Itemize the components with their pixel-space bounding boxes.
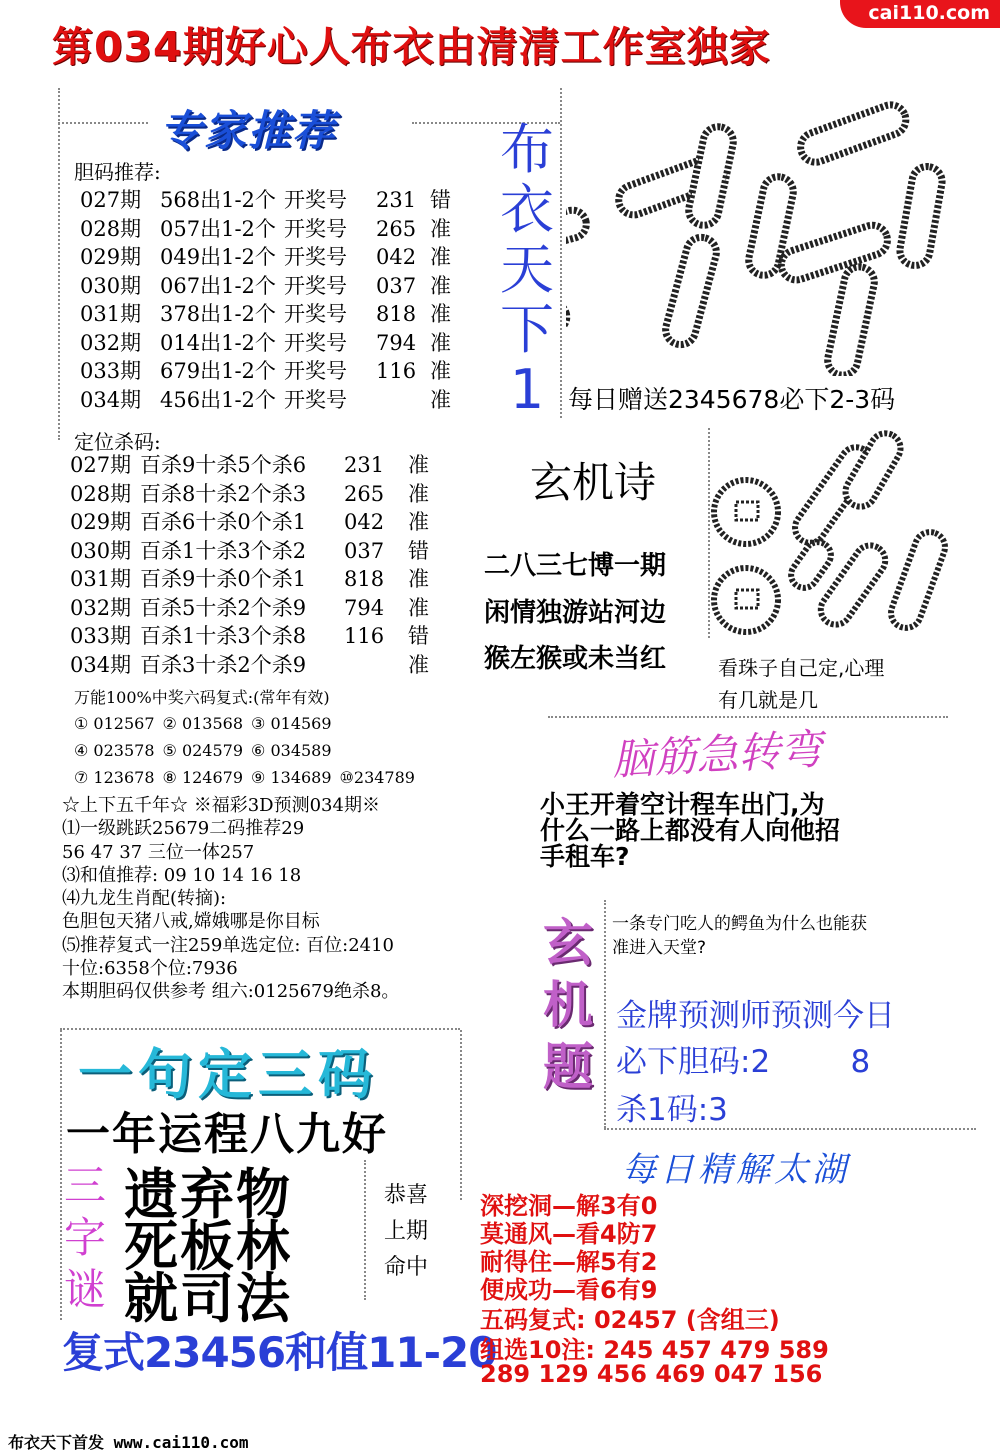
dan-label: 胆码推荐: (74, 160, 161, 184)
table-row: 030期 百杀1十杀3个杀2 037 错 (70, 538, 429, 563)
brain-teaser-title: 脑筋急转弯 (610, 724, 824, 785)
list-item: ④ 023578 ⑤ 024579 ⑥ 034589 (74, 741, 332, 760)
gold-title: 金牌预测师预测今日 (616, 998, 895, 1034)
table-row: 033期 679出1-2个 开奖号 116 准 (80, 359, 451, 383)
list-item: ① 012567 ② 013568 ③ 014569 (74, 714, 332, 733)
riddle-question: 一条专门吃人的鳄鱼为什么也能获 准进入天堂? (612, 914, 867, 958)
frame-line (460, 1030, 462, 1200)
riddle-word: 遗弃物 (124, 1162, 292, 1226)
poem-line: 闲情独游站河边 (484, 598, 667, 628)
table-row: 027期 百杀9十杀5个杀6 231 准 (70, 453, 429, 477)
page-title: 第034期好心人布衣由清清工作室独家 (52, 23, 771, 71)
taihu-line: 五码复式: 02457 (含组三) (480, 1306, 780, 1334)
taihu-title: 每日精解太湖 (622, 1150, 850, 1190)
frame-line (364, 1160, 366, 1300)
table-row: 034期 456出1-2个 开奖号 准 (80, 387, 451, 412)
congrats-text: 命中 (384, 1255, 429, 1280)
taihu-line: 组选10注: 245 457 479 589 (480, 1336, 829, 1364)
poem-title: 玄机诗 (530, 458, 657, 507)
taihu-line: 深挖洞—解3有0 (480, 1192, 658, 1220)
riddle-word: 死板林 (124, 1214, 292, 1278)
history-block: ☆上下五千年☆ ※福彩3D预测034期※ ⑴一级跳跃25679二码推荐29 56 47 37 三位一体257 ⑶和值推荐: 09 10 14 16 18 ⑷九龙生肖配(转摘): 色胆包天猪八戒,嫦娥哪是你目标 ⑸推荐复式一注259单选定位: 百位:2410 十位:6358个位:7936 本期胆码仅供参考 组六:0125679绝杀8。 (62, 795, 400, 1003)
bead-note: 看珠子自己定,心理 有几就是几 (718, 656, 885, 712)
riddle-word: 就司法 (124, 1266, 292, 1330)
frame-line (58, 88, 60, 440)
beads-graphic (708, 420, 958, 645)
three-word-riddle-label: 三 字 谜 (64, 1161, 107, 1314)
list-item: ⑦ 123678 ⑧ 124679 ⑨ 134689 ⑩234789 (74, 768, 415, 787)
table-row: 031期 百杀9十杀0个杀1 818 准 (70, 567, 429, 591)
brain-question: 小王开着空计程车出门,为 什么一路上都没有人向他招 手租车? (540, 790, 841, 871)
taihu-line: 便成功—看6有9 (480, 1276, 658, 1304)
poem-line: 二八三七博一期 (484, 551, 667, 581)
taihu-line: 莫通风—看4防7 (480, 1220, 658, 1248)
table-row: 033期 百杀1十杀3个杀8 116 错 (70, 624, 429, 648)
gold-dan: 必下胆码:2 8 (616, 1044, 871, 1080)
table-row: 031期 378出1-2个 开奖号 818 准 (80, 302, 451, 326)
one-line-three-codes-title: 一句定三码 (78, 1043, 378, 1106)
dan-table (80, 186, 451, 414)
kill-label: 定位杀码: (74, 430, 161, 454)
congrats-text: 恭喜 (384, 1183, 429, 1208)
table-row: 027期 568出1-2个 开奖号 231 错 (80, 188, 451, 212)
table-row: 034期 百杀3十杀2个杀9 准 (70, 652, 429, 677)
wanneng-label: 万能100%中奖六码复式:(常年有效) (74, 688, 330, 707)
poem-line: 猴左猴或未当红 (484, 644, 667, 674)
table-row: 028期 057出1-2个 开奖号 265 准 (80, 216, 451, 241)
table-row: 032期 014出1-2个 开奖号 794 准 (80, 330, 451, 355)
frame-line (60, 1028, 460, 1030)
frame-line (58, 122, 148, 124)
frame-line (60, 1030, 62, 1320)
footer-text: 布衣天下首发 www.cai110.com (8, 1433, 249, 1452)
frame-line (548, 716, 948, 718)
frame-line (604, 900, 606, 1128)
expert-title: 专家推荐 (160, 106, 337, 155)
taihu-line: 耐得住—解5有2 (480, 1248, 658, 1276)
buyi-vertical-title: 布 衣 天 下 1 (500, 118, 554, 421)
table-row: 028期 百杀8十杀2个杀3 265 准 (70, 481, 429, 506)
table-row: 030期 067出1-2个 开奖号 037 准 (80, 273, 451, 298)
kill-table (70, 451, 429, 679)
wanneng-list (74, 710, 423, 791)
table-row: 029期 049出1-2个 开奖号 042 准 (80, 245, 451, 269)
compound-sum: 复式23456和值11-20 (62, 1328, 497, 1377)
daily-gift: 每日赠送2345678必下2-3码 (568, 385, 896, 414)
gold-kill: 杀1码:3 (616, 1092, 728, 1128)
riddle-vertical-title: 玄 机 题 (543, 914, 593, 1096)
congrats-text: 上期 (384, 1219, 429, 1244)
big-number-graphic (566, 86, 946, 376)
taihu-line: 289 129 456 469 047 156 (480, 1360, 823, 1388)
one-line-phrase: 一年运程八九好 (66, 1109, 388, 1160)
site-logo[interactable]: cai110.com (840, 0, 1000, 28)
table-row: 029期 百杀6十杀0个杀1 042 准 (70, 510, 429, 534)
table-row: 032期 百杀5十杀2个杀9 794 准 (70, 595, 429, 620)
